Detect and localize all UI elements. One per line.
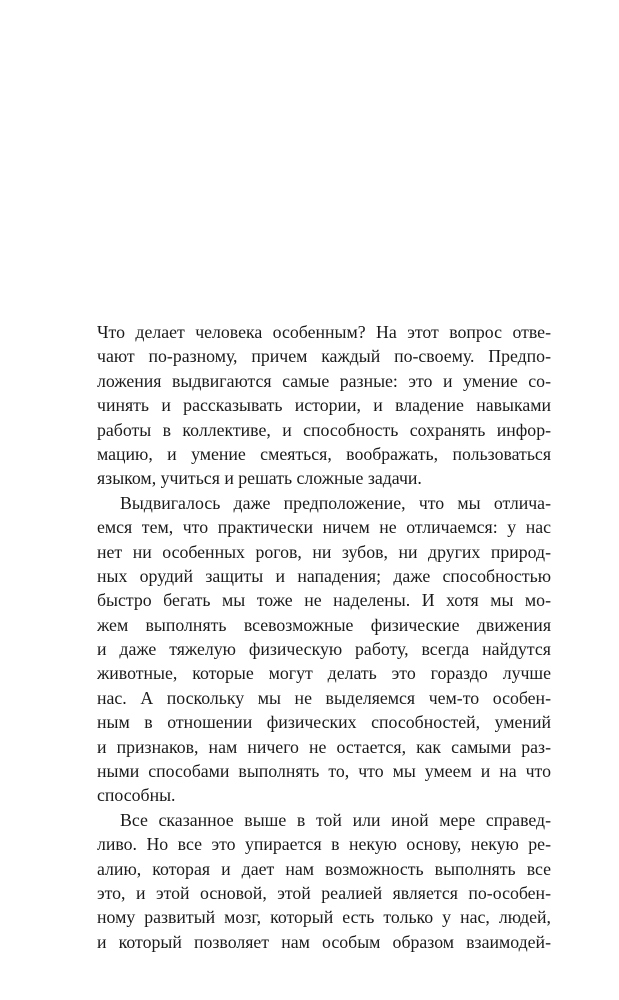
text-line: быстро бегать мы тоже не наделены. И хотя мы мо- (97, 590, 551, 611)
text-line: и даже тяжелую физическую работу, всегда найдутся (97, 639, 551, 660)
body-text (97, 320, 551, 954)
text-line: жем выполнять всевозможные физические движения (97, 614, 551, 635)
text-line: емся тем, что практически ничем не отличаемся: у нас (97, 517, 551, 538)
text-line: Выдвигалось даже предположение, что мы отлича- (120, 492, 551, 513)
text-line: Что делает человека особенным? На этот вопрос отве- (97, 322, 551, 342)
text-line: ным в отношении физических способностей, умений (97, 712, 551, 733)
paragraph-3 (97, 808, 551, 954)
paragraph-1 (97, 320, 551, 491)
text-line: животные, которые могут делать это гораздо лучше (97, 663, 551, 684)
text-line: ливо. Но все это упирается в некую основу, некую ре- (97, 834, 551, 855)
text-line: языком, учиться и решать сложные задачи. (97, 468, 422, 489)
text-line: работы в коллективе, и способность сохранять инфор- (97, 419, 551, 440)
text-line: мацию, и умение смеяться, воображать, пользоваться (97, 443, 551, 464)
text-line: нет ни особенных рогов, ни зубов, ни других природ- (97, 541, 551, 562)
text-line: ложения выдвигаются самые разные: это и умение со- (97, 370, 551, 391)
text-line: алию, которая и дает нам возможность выполнять все (97, 858, 551, 879)
paragraph-2 (97, 491, 551, 808)
text-line: и признаков, нам ничего не остается, как самыми раз- (97, 736, 551, 757)
text-line: ными способами выполнять то, что мы умеем и на что (97, 761, 551, 782)
text-line: способны. (97, 785, 176, 806)
text-line: чают по-разному, причем каждый по-своему. Предпо- (97, 346, 551, 367)
text-line: это, и этой основой, этой реалией является по-особен- (97, 882, 551, 903)
text-line: ных орудий защиты и нападения; даже способностью (97, 565, 551, 586)
text-line: Все сказанное выше в той или иной мере справед- (120, 809, 551, 830)
text-line: нас. А поскольку мы не выделяемся чем-то особен- (97, 687, 551, 708)
text-line: и который позволяет нам особым образом взаимодей- (97, 931, 551, 952)
text-line: чинять и рассказывать истории, и владение навыками (97, 395, 551, 416)
text-line: ному развитый мозг, который есть только у нас, людей, (97, 907, 551, 928)
